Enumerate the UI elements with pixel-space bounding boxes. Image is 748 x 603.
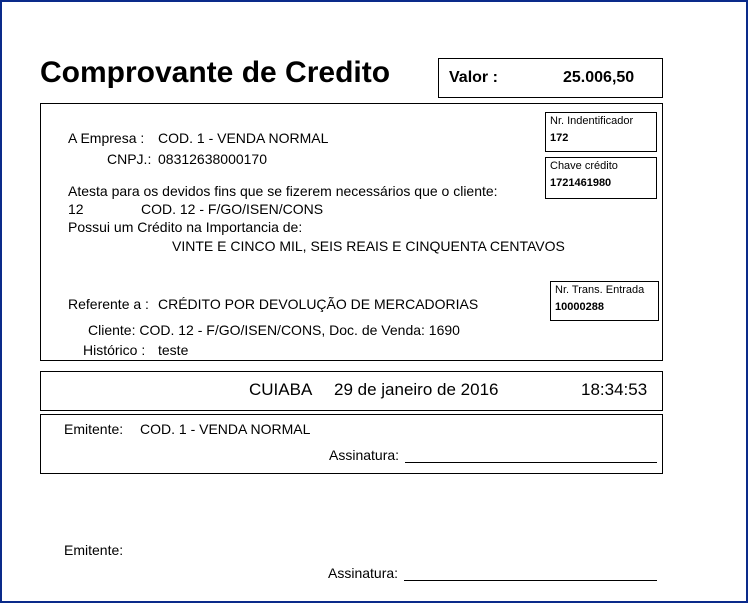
chave-box [545,157,657,199]
valor-amount: 25.006,50 [563,69,635,86]
signature-line [405,462,657,463]
footer-signature-line [404,580,657,581]
identificador-label: Nr. Indentificador [550,115,634,127]
date-box [40,371,663,411]
cliente-code: 12 [68,201,84,217]
identificador-value: 172 [550,132,569,144]
empresa-label: A Empresa : [68,130,145,146]
footer-assinatura-label: Assinatura: [328,565,399,581]
date: 29 de janeiro de 2016 [334,380,499,399]
possui-text: Possui um Crédito na Importancia de: [68,219,303,235]
time: 18:34:53 [581,380,648,399]
valor-extenso: VINTE E CINCO MIL, SEIS REAIS E CINQUENTA CENTAVOS [172,238,565,254]
identificador-box [545,112,657,152]
emitente-box [40,414,663,474]
assinatura-label: Assinatura: [329,447,400,463]
transacao-value: 10000288 [555,301,604,313]
historico-value: teste [158,342,189,358]
valor-box [438,58,663,98]
referente-value: CRÉDITO POR DEVOLUÇÃO DE MERCADORIAS [158,296,479,312]
credit-details-box [40,103,663,361]
atesta-text: Atesta para os devidos fins que se fizerem necessários que o cliente: [68,183,498,199]
transacao-label: Nr. Trans. Entrada [555,284,645,296]
cnpj-label: CNPJ.: [107,151,152,167]
referente-label: Referente a : [68,296,149,312]
valor-label: Valor : [449,69,498,86]
empresa-value: COD. 1 - VENDA NORMAL [158,130,329,146]
document-title: Comprovante de Credito [40,56,391,89]
cliente-name: COD. 12 - F/GO/ISEN/CONS [141,201,324,217]
cliente-line: Cliente: COD. 12 - F/GO/ISEN/CONS, Doc. de Venda: 1690 [88,322,460,338]
chave-value: 1721461980 [550,177,612,189]
cnpj-value: 08312638000170 [158,151,268,167]
historico-label: Histórico : [83,342,146,358]
chave-label: Chave crédito [550,160,618,172]
transacao-box [550,281,659,321]
city: CUIABA [249,380,313,399]
emitente-value: COD. 1 - VENDA NORMAL [140,421,311,437]
footer-emitente-label: Emitente: [64,542,124,558]
emitente-label: Emitente: [64,421,124,437]
